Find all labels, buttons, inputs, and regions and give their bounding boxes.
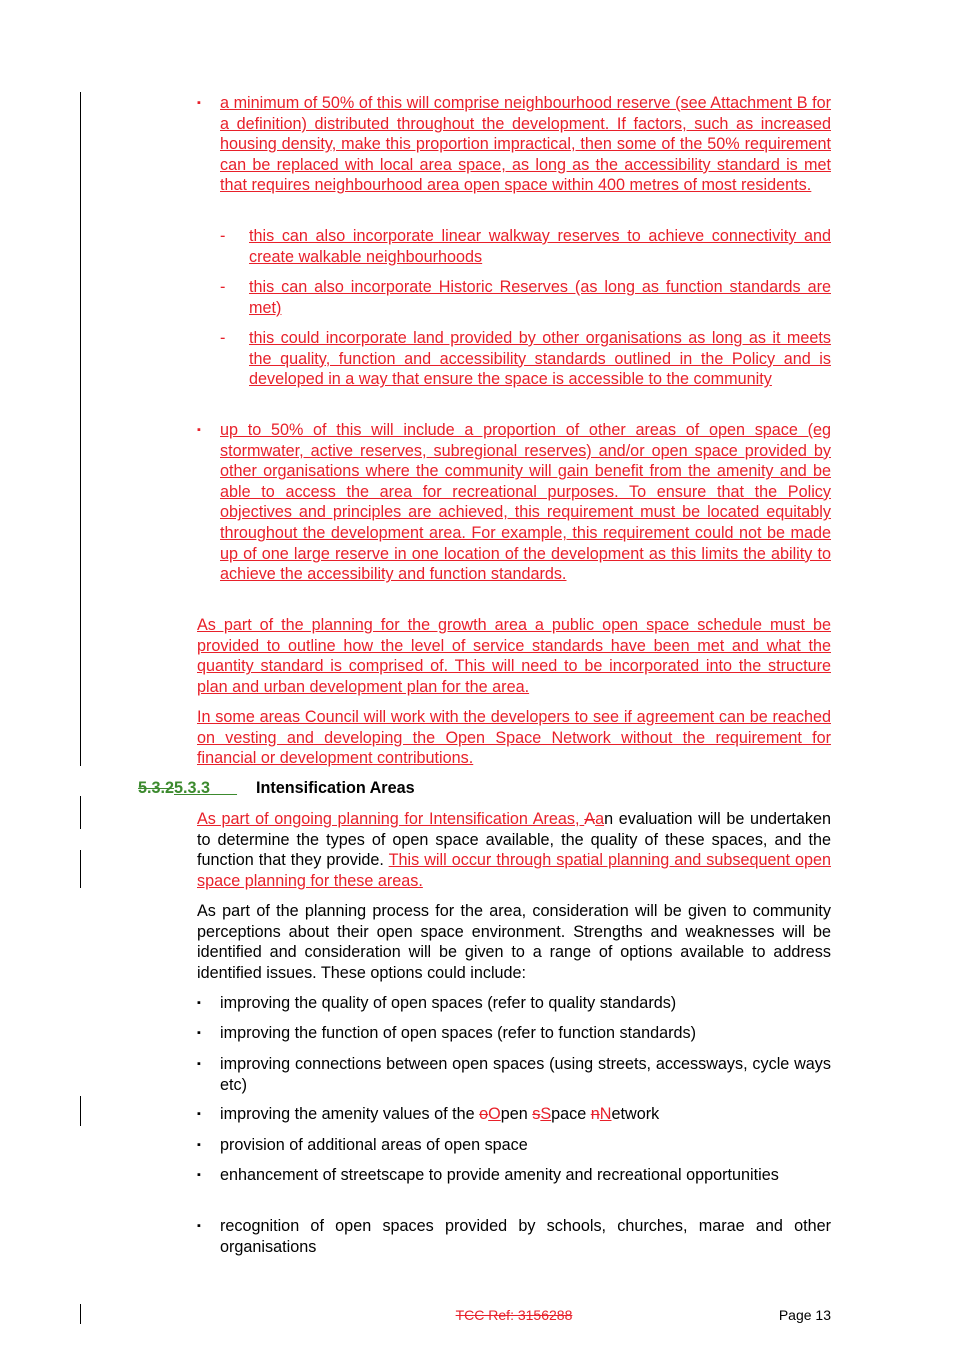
bullet-marker: ▪: [197, 97, 201, 109]
bullet-text: improving the quality of open spaces (refer to quality standards): [220, 994, 677, 1012]
page-number: Page 13: [778, 1307, 831, 1323]
bullet-marker: ▪: [197, 1220, 201, 1232]
list-item: [197, 1054, 831, 1095]
paragraph-schedule: As part of the planning for the growth area a public open space schedule must be provided to outline how the level of service standards have been met and what the quantity standard is comprised of. This will need to be incorporated into the structure plan and urban development plan for the area.: [197, 616, 831, 696]
dash-text: this can also incorporate linear walkway reserves to achieve connectivity and create walkable neighbourhoods: [249, 227, 831, 266]
section-title: Intensification Areas: [256, 779, 415, 797]
dash-marker: -: [220, 227, 226, 245]
list-item: [197, 1023, 831, 1044]
bullet-marker: ▪: [197, 424, 201, 436]
bullet-text: provision of additional areas of open space: [220, 1136, 528, 1154]
bullet-text: improving the function of open spaces (refer to function standards): [220, 1024, 696, 1042]
bullet-text: recognition of open spaces provided by schools, churches, marae and other organisations: [220, 1217, 831, 1256]
change-bar: [80, 796, 81, 829]
bullet-marker: ▪: [197, 1169, 201, 1181]
change-bar: [80, 92, 81, 766]
bullet-text: a minimum of 50% of this will comprise neighbourhood reserve (see Attachment B for a definition) distributed throughout the development. If factors, such as increased housing density, make this proportion impractical, then some of the 50% requirement can be replaced with local area space, as long as the accessibility standard is met that requires neighbourhood area open space within 400 metres of most residents.: [220, 94, 831, 195]
bullet-text: improving the amenity values of the oOpen sSpace nNetwork: [220, 1105, 660, 1123]
paragraph-evaluation: As part of ongoing planning for Intensification Areas, Aan evaluation will be undertaken to determine the types of open space available, the quality of these spaces, and the function that they provide. This will occur through spatial planning and subsequent open space planning for these areas.: [197, 810, 831, 890]
bullet-marker: ▪: [197, 997, 201, 1009]
section-heading: [138, 778, 838, 799]
list-item: [197, 1135, 831, 1156]
list-item: [197, 1165, 831, 1186]
list-item: [197, 1216, 831, 1257]
list-item: [197, 993, 831, 1014]
bullet-text: enhancement of streetscape to provide amenity and recreational opportunities: [220, 1166, 779, 1184]
paragraph-council: In some areas Council will work with the developers to see if agreement can be reached on vesting and developing the Open Space Network without the requirement for financial or development contributions.: [197, 708, 831, 768]
bullet-text: improving connections between open spaces (using streets, accessways, cycle ways etc): [220, 1055, 831, 1094]
dash-item: [220, 277, 831, 318]
list-item: [197, 420, 831, 585]
bullet-marker: ▪: [197, 1027, 201, 1039]
footer-reference: TCC Ref: 3156288: [455, 1307, 573, 1323]
section-number: 5.3.25.3.3: [138, 779, 211, 797]
dash-text: this can also incorporate Historic Reserves (as long as function standards are met): [249, 278, 831, 317]
bullet-text: up to 50% of this will include a proportion of other areas of open space (eg stormwater, active reserves, subregional reserves) and/or open space provided by other organisations where the community will gain benefit from the amenity and be able to access the area for recreational purposes. To ensure that the Policy objectives and principles are achieved, this requirement must be located equitably throughout the development area. For example, this requirement could not be made up of one large reserve in one location of the development as this limits the ability to achieve the accessibility and function standards.: [220, 421, 831, 584]
list-item: [197, 1104, 831, 1125]
bullet-marker: ▪: [197, 1139, 201, 1151]
list-item: [197, 93, 831, 196]
dash-marker: -: [220, 278, 226, 296]
change-bar: [80, 850, 81, 888]
bullet-marker: ▪: [197, 1108, 201, 1120]
change-bar: [80, 1304, 81, 1324]
dash-text: this could incorporate land provided by other organisations as long as it meets the quality, function and accessibility standards outlined in the Policy and is developed in a way that ensure the space is accessible to the community: [249, 329, 831, 389]
change-bar: [80, 1096, 81, 1126]
paragraph-process: As part of the planning process for the area, consideration will be given to community perceptions about their open space environment. Strengths and weaknesses will be identified and consideration will be given to a range of options available to address identified issues. These options could include:: [197, 902, 831, 982]
bullet-marker: ▪: [197, 1058, 201, 1070]
dash-item: [220, 328, 831, 390]
dash-marker: -: [220, 329, 226, 347]
dash-item: [220, 226, 831, 267]
